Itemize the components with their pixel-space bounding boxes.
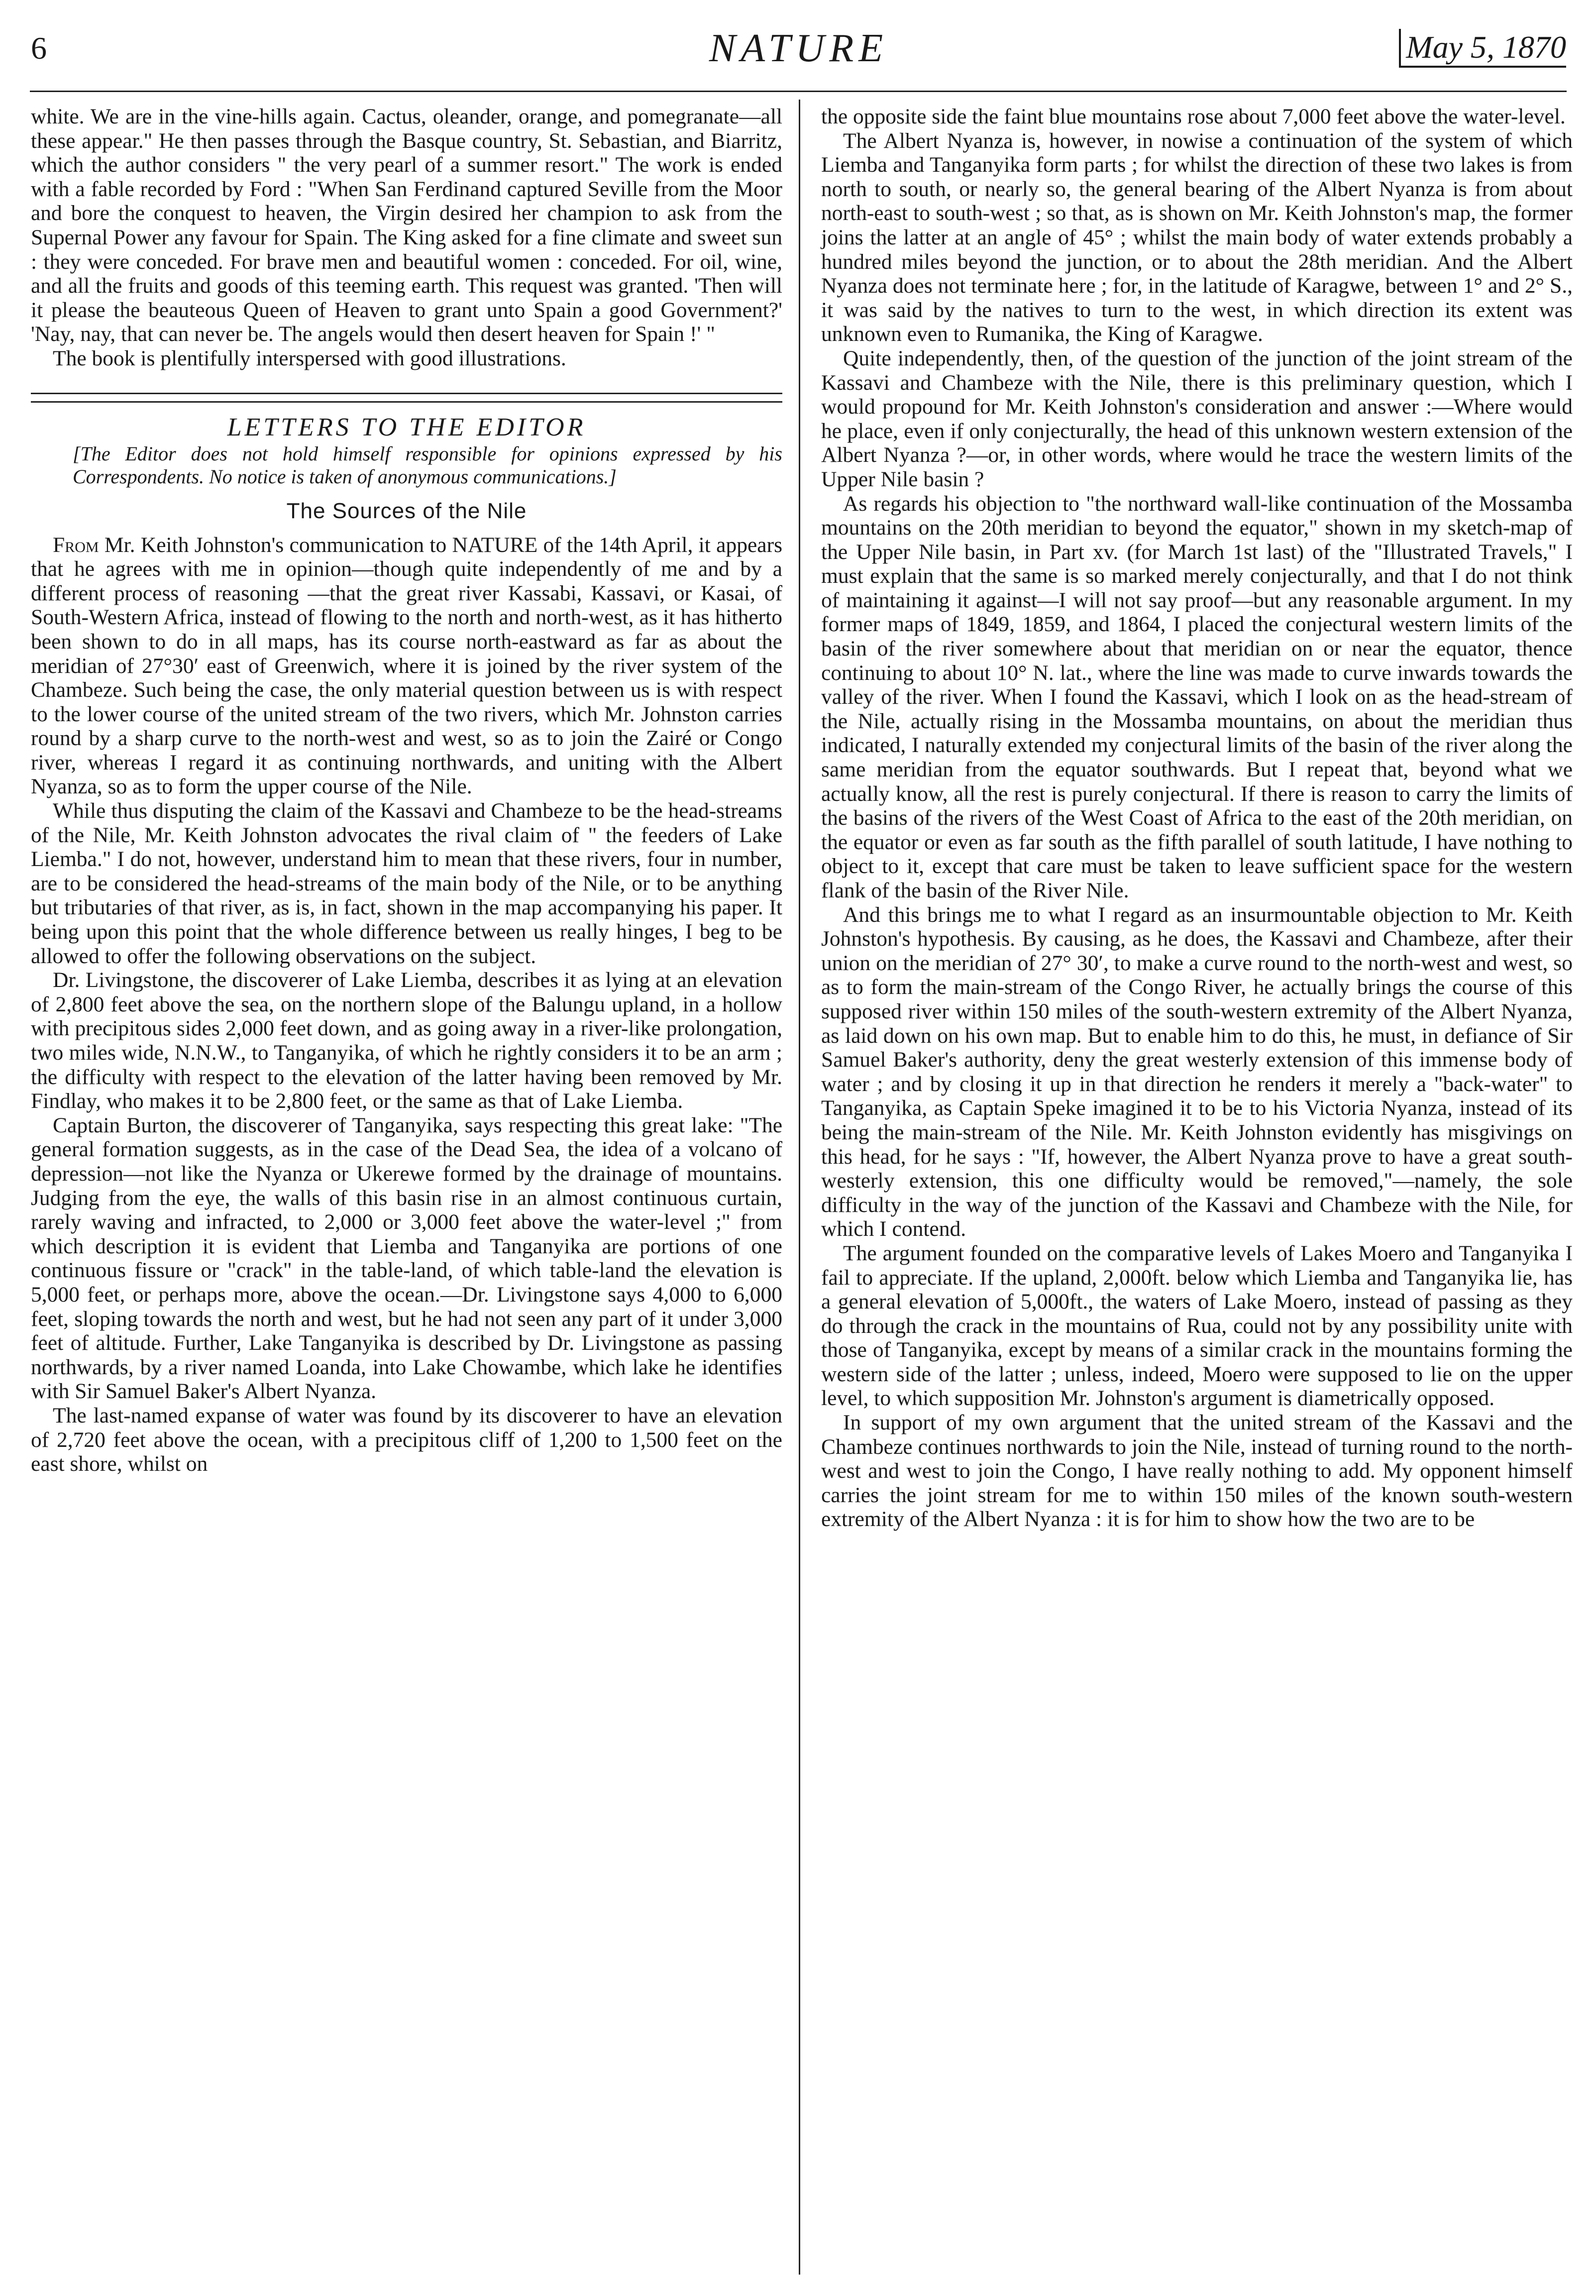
letter-paragraph: And this brings me to what I regard as an insurmountable objection to Mr. Keith Johnston's hypothesis. By causing, as he does, the Kassavi and Chambeze, after their union on the meridian of 27° 30′, to make a curve round to the north-west and west, so as to form the main-stream of the Congo River, he actually brings the course of this supposed river within 150 miles of the south-western extremity of the Albert Nyanza, as laid down on his own map. But to enable him to do this, he must, in defiance of Sir Samuel Baker's authority, deny the great westerly extension of this immense body of water ; and by closing it up in that direction he renders it merely a "back-water" to Tanganyika, as Captain Speke imagined it to be to his Victoria Nyanza, instead of its being the main-stream of the Nile. Mr. Keith Johnston evidently has misgivings on this head, for he says : "If, however, the Albert Nyanza prove to have a great south-westerly extension, this one difficulty would be removed,"—namely, the sole difficulty in the way of the junction of the Kassavi and Chambeze with the Nile, for which I contend. (821, 902, 1573, 1241)
section-rule (31, 393, 782, 403)
editor-disclaimer: [The Editor does not hold himself responsible for opinions expressed by his Correspondents. No notice is taken of anonymous communications.] (73, 442, 782, 488)
letter-paragraph: the opposite side the faint blue mountains rose about 7,000 feet above the water-level. (821, 105, 1566, 128)
section-heading: LETTERS TO THE EDITOR (227, 413, 586, 441)
article-title: The Sources of the Nile (286, 498, 527, 523)
letter-paragraph: In support of my own argument that the united stream of the Kassavi and the Chambeze continues northwards to join the Nile, instead of turning round to the north-west and west to join the Congo, I have really nothing to add. My opponent himself carries the joint stream for me to within 150 miles of the known south-western extremity of the Albert Nyanza : it is for him to show how the two are to be (821, 1411, 1573, 1531)
letter-paragraph: The last-named expanse of water was found by its discoverer to have an elevation of 2,720 feet above the ocean, with a precipitous cliff of 1,200 to 1,500 feet on the east shore, whilst on (31, 1403, 782, 1476)
letter-paragraph: Quite independently, then, of the question of the junction of the joint stream of the Kassavi and Chambeze with the Nile, there is this preliminary question, which I would propound for Mr. Keith Johnston's consideration and answer :—Where would he place, even if only conjecturally, the head of this unknown western extension of the Albert Nyanza ?—or, in other words, where would he trace the western limits of the Upper Nile basin ? (821, 346, 1573, 491)
letter-paragraph-text: Mr. Keith Johnston's communication to NATURE of the 14th April, it appears that he agrees with me in opinion—though quite independently of me and by a different process of reasoning —that the great river Kassabi, Kassavi, or Kasai, of South-Western Africa, instead of flowing to the north and north-west, as it has hitherto been shown to do in all maps, has its course north-eastward as far as about the meridian of 27°30′ east of Greenwich, where it is joined by the river system of the Chambeze. Such being the case, the only material question between us is with respect to the lower course of the united stream of the two rivers, which Mr. Johnston carries round by a sharp curve to the north-west and west, so as to join the Zairé or Congo river, whereas I regard it as continuing northwards, and uniting with the Albert Nyanza, so as to form the upper course of the Nile. (31, 533, 782, 799)
review-paragraph: white. We are in the vine-hills again. Cactus, oleander, orange, and pomegranate—all these appear." He then passes through the Basque country, St. Sebastian, and Biarritz, which the author considers " the very pearl of a summer resort." The work is ended with a fable recorded by Ford : "When San Ferdinand captured Seville from the Moor and bore the conquest to heaven, the Virgin desired her champion to ask from the Supernal Power any favour for Spain. The King asked for a fine climate and sweet sun : they were conceded. For brave men and beautiful women : conceded. For oil, wine, and all the fruits and goods of this teeming earth. This request was granted. 'Then will it please the beauteous Queen of Heaven to grant unto Spain a good Government?' 'Nay, nay, that can never be. The angels would then desert heaven for Spain !' " (31, 105, 782, 346)
journal-title: NATURE (709, 26, 888, 70)
right-column (821, 105, 1573, 1531)
letter-paragraph: The argument founded on the comparative levels of Lakes Moero and Tanganyika I fail to appreciate. If the upland, 2,000ft. below which Liemba and Tanganyika lie, has a general elevation of 5,000ft., the waters of Lake Moero, instead of passing as they do through the crack in the mountains of Rua, could not by any possibility unite with those of Tanganyika, except by means of a similar crack in the mountains forming the western side of the latter ; unless, indeed, Moero were supposed to lie on the upper level, to which supposition Mr. Johnston's argument is diametrically opposed. (821, 1241, 1573, 1411)
letter-paragraph: Dr. Livingstone, the discoverer of Lake Liemba, describes it as lying at an elevation of 2,800 feet above the sea, on the northern slope of the Balungu upland, in a hollow with precipitous sides 2,000 feet down, and as going away in a river-like prolongation, two miles wide, N.N.W., to Tanganyika, of which he rightly considers it to be an arm ; the difficulty with respect to the elevation of the latter having been removed by Mr. Findlay, who makes it to be 2,800 feet, or the same as that of Lake Liemba. (31, 968, 782, 1113)
letter-paragraph: As regards his objection to "the northward wall-like continuation of the Mossamba mountains on the 20th meridian to beyond the equator," shown in my sketch-map of the Upper Nile basin, in Part xv. (for March 1st last) of the "Illustrated Travels," I must explain that the same is so marked merely conjecturally, and that I do not think of maintaining it against—I will not say proof—but any reasonable argument. In my former maps of 1849, 1859, and 1864, I placed the conjectural western limits of the basin of the river somewhere about that meridian on or near the equator, thence continuing to about 10° N. lat., where the line was made to curve inwards towards the valley of the river. When I found the Kassavi, which I look on as the head-stream of the Nile, actually rising in the Mossamba mountains, on about the meridian thus indicated, I naturally extended my conjectural limits of the basin of the river along the same meridian from the equator southwards. But I repeat that, beyond what we actually know, all the rest is purely conjectural. If there is reason to carry the limits of the basins of the rivers of the West Coast of Africa to the east of the 20th meridian, on the equator or even as far south as the fifth parallel of south latitude, I have nothing to object to it, except that care must be taken to leave sufficient space for the western flank of the basin of the River Nile. (821, 491, 1573, 902)
issue-date (1399, 29, 1566, 68)
lead-word: From (53, 533, 99, 557)
header-rule (30, 91, 1567, 92)
issue-date-text: May 5, 1870 (1399, 29, 1566, 68)
review-paragraph: The book is plentifully interspersed with good illustrations. (53, 346, 566, 370)
letter-paragraph: Captain Burton, the discoverer of Tanganyika, says respecting this great lake: "The general formation suggests, as in the case of the Dead Sea, the idea of a volcano of depression—not like the Nyanza or Ukerewe formed by the drainage of mountains. Judging from the eye, the walls of this basin rise in an almost continuous curtain, rarely waving and infracted, to 2,000 or 3,000 feet above the water-level ;" from which description it is evident that Liemba and Tanganyika are portions of one continuous fissure or "crack" in the table-land, of which table-land the elevation is 5,000 feet, or perhaps more, above the ocean.—Dr. Livingstone says 4,000 to 6,000 feet, sloping towards the north and west, but he had not seen any part of it under 3,000 feet of altitude. Further, Lake Tanganyika is described by Dr. Livingstone as passing northwards, by a river named Loanda, into Lake Chowambe, which lake he identifies with Sir Samuel Baker's Albert Nyanza. (31, 1113, 782, 1404)
letter-paragraph (31, 533, 782, 799)
page-header (31, 26, 1566, 81)
letter-paragraph: The Albert Nyanza is, however, in nowise a continuation of the system of which Liemba and Tanganyika form parts ; for whilst the direction of these two lakes is from north to south, or nearly so, the general bearing of the Albert Nyanza is from about north-east to south-west ; so that, as is shown on Mr. Keith Johnston's map, the former joins the latter at an angle of 45° ; whilst the main body of water extends probably a hundred miles beyond the junction, or to about the 28th meridian. And the Albert Nyanza does not terminate here ; for, in the latitude of Karagwe, between 1° and 2° S., it was said by the natives to turn to the west, in which direction its extent was unknown even to Rumanika, the King of Karagwe. (821, 128, 1573, 346)
letter-paragraph: While thus disputing the claim of the Kassavi and Chambeze to be the head-streams of the Nile, Mr. Keith Johnston advocates the rival claim of " the feeders of Lake Liemba." I do not, however, understand him to mean that these rivers, four in number, are to be considered the head-streams of the main body of the Nile, or to be anything but tributaries of that river, as is, in fact, shown in the map accompanying his paper. It being upon this point that the whole difference between us really hinges, I beg to be allowed to offer the following observations on the subject. (31, 799, 782, 968)
column-divider (799, 100, 800, 2275)
page-number: 6 (31, 30, 47, 66)
left-column (31, 105, 782, 1476)
